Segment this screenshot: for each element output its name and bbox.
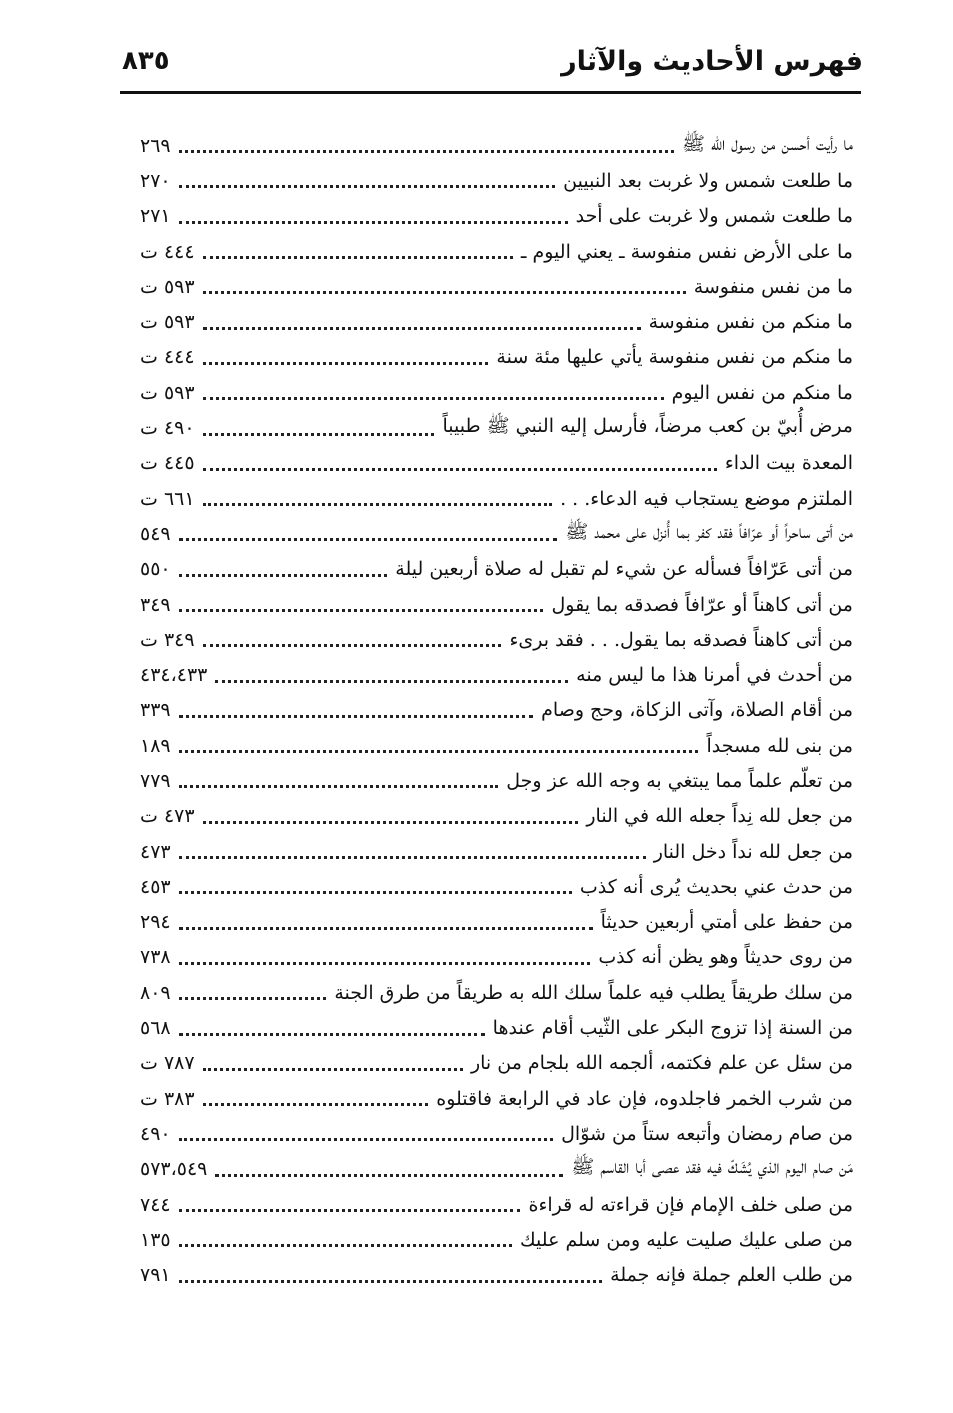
index-entry (140, 622, 853, 657)
dot-leader (179, 1134, 554, 1141)
index-entry (140, 869, 853, 904)
dot-leader (179, 534, 558, 541)
dot-leader (215, 676, 568, 683)
entry-page-ref: ٥٦٨ (140, 1017, 171, 1040)
dot-leader (179, 781, 499, 788)
entry-page-ref: ٣٣٩ (140, 699, 171, 722)
index-entry (140, 552, 853, 587)
entry-page-ref: ٤٥٣ (140, 875, 171, 898)
entry-page-ref: ٢٦٩ (140, 134, 171, 157)
entry-text: مرض أُبيّ بن كعب مرضاً، فأرسل إليه النبي ﷺ طبيباً (442, 415, 853, 438)
index-entry (140, 763, 853, 798)
entry-page-ref: ٣٤٩ (140, 593, 171, 616)
entry-text: من أتى كاهناً أو عرّافاً فصدقه بما يقول (551, 593, 853, 616)
dot-leader (215, 1170, 563, 1177)
entry-text: من صلى عليك صليت عليه ومن سلم عليك (520, 1228, 853, 1251)
index-entry (140, 975, 853, 1010)
dot-leader (203, 252, 513, 259)
entry-page-ref: ٥٧٣،٥٤٩ (140, 1158, 208, 1181)
entry-text: ما منكم من نفس اليوم (671, 381, 853, 404)
index-entry (140, 269, 853, 304)
dot-leader (179, 605, 544, 612)
index-entry (140, 834, 853, 869)
entry-text: من السنة إذا تزوج البكر على الثّيب أقام عندها (492, 1017, 853, 1040)
entry-page-ref: ٥٩٣ ت (140, 381, 195, 404)
dot-leader (179, 146, 674, 153)
index-entry (140, 163, 853, 198)
page-header (118, 38, 863, 88)
index-entries (140, 128, 853, 1293)
entry-text: من أتى عَرّافاً فسأله عن شيء لم تقبل له صلاة أربعين ليلة (395, 558, 853, 581)
entry-page-ref: ١٨٩ (140, 734, 171, 757)
entry-text: ما طلعت شمس ولا غربت بعد النبيين (563, 169, 853, 192)
dot-leader (203, 287, 686, 294)
index-entry (140, 128, 853, 163)
entry-page-ref: ٧٨٧ ت (140, 1052, 195, 1075)
index-entry (140, 799, 853, 834)
index-entry (140, 199, 853, 234)
entry-text: ما رأيت أحسن من رسول الله ﷺ (681, 132, 853, 155)
dot-leader (203, 499, 553, 506)
dot-leader (179, 217, 568, 224)
dot-leader (179, 852, 646, 859)
entry-text: ما على الأرض نفس منفوسة ـ يعني اليوم ـ (520, 240, 853, 263)
dot-leader (179, 923, 593, 930)
entry-page-ref: ٤٩٠ ت (140, 417, 195, 440)
dot-leader (179, 887, 572, 894)
entry-page-ref: ٤٤٤ ت (140, 240, 195, 263)
index-entry (140, 693, 853, 728)
entry-page-ref: ٨٠٩ (140, 981, 171, 1004)
entry-text: من طلب العلم جملة فإنه جملة (610, 1264, 853, 1287)
entry-page-ref: ١٣٥ (140, 1228, 171, 1251)
entry-page-ref: ٢٧١ (140, 205, 171, 228)
entry-text: من جعل لله نِداً جعله الله في النار (586, 805, 853, 828)
entry-text: من حفظ على أمتي أربعين حديثاً (600, 911, 853, 934)
entry-page-ref: ٤٧٣ ت (140, 805, 195, 828)
entry-text: من روى حديثاً وهو يظن أنه كذب (598, 946, 853, 969)
entry-text: من صام رمضان وأتبعه ستاً من شوّال (561, 1122, 853, 1145)
dot-leader (203, 1099, 429, 1106)
index-entry (140, 446, 853, 481)
index-entry (140, 340, 853, 375)
dot-leader (203, 358, 489, 365)
entry-text: من حدث عني بحديث يُرى أنه كذب (579, 875, 853, 898)
entry-text: من تعلّم علماً مما يبتغي به وجه الله عز وجل (506, 769, 853, 792)
dot-leader (203, 464, 717, 471)
entry-page-ref: ٤٤٥ ت (140, 452, 195, 475)
entry-page-ref: ٥٩٣ ت (140, 275, 195, 298)
index-entry (140, 728, 853, 763)
dot-leader (203, 1064, 463, 1071)
entry-text: من أحدث في أمرنا هذا ما ليس منه (576, 664, 853, 687)
entry-text: الملتزم موضع يستجاب فيه الدعاء. . . (560, 487, 853, 510)
index-entry (140, 1046, 853, 1081)
entry-text: من شرب الخمر فاجلدوه، فإن عاد في الرابعة فاقتلوه (436, 1087, 853, 1110)
entry-page-ref: ٤٤٤ ت (140, 346, 195, 369)
dot-leader (203, 393, 664, 400)
dot-leader (179, 711, 534, 718)
page-number: ٨٣٥ (122, 46, 170, 76)
index-entry (140, 905, 853, 940)
entry-text: من صلى خلف الإمام فإن قراءته له قراءة (528, 1193, 853, 1216)
entry-page-ref: ٧٤٤ (140, 1193, 171, 1216)
index-entry (140, 940, 853, 975)
index-entry (140, 657, 853, 692)
index-entry (140, 587, 853, 622)
index-entry (140, 1081, 853, 1116)
dot-leader (179, 570, 388, 577)
entry-text: من جعل لله نداً دخل النار (653, 840, 853, 863)
dot-leader (203, 640, 502, 647)
entry-page-ref: ٤٧٣ (140, 840, 171, 863)
entry-page-ref: ٣٨٣ ت (140, 1087, 195, 1110)
dot-leader (179, 746, 699, 753)
entry-page-ref: ٧٧٩ (140, 769, 171, 792)
entry-text: من أتى ساحراً أو عرّافاً فقد كفر بما أُنزل على محمد ﷺ (565, 520, 853, 543)
entry-page-ref: ٢٧٠ (140, 169, 171, 192)
entry-page-ref: ٥٥٠ (140, 558, 171, 581)
index-entry (140, 375, 853, 410)
entry-text: ما من نفس منفوسة (693, 275, 853, 298)
entry-text: من سئل عن علم فكتمه، ألجمه الله بلجام من نار (470, 1052, 853, 1075)
entry-page-ref: ٤٣٤،٤٣٣ (140, 664, 208, 687)
dot-leader (203, 429, 435, 436)
dot-leader (179, 1276, 603, 1283)
entry-page-ref: ٧٩١ (140, 1264, 171, 1287)
entry-page-ref: ٣٤٩ ت (140, 628, 195, 651)
index-entry (140, 1152, 853, 1187)
dot-leader (179, 181, 556, 188)
entry-text: ما منكم من نفس منفوسة يأتي عليها مئة سنة (496, 346, 853, 369)
entry-page-ref: ٧٣٨ (140, 946, 171, 969)
dot-leader (179, 958, 591, 965)
header-rule (120, 91, 861, 94)
entry-text: ما منكم من نفس منفوسة (648, 311, 853, 334)
dot-leader (179, 1205, 521, 1212)
entry-text: من أقام الصلاة، وآتى الزكاة، وحج وصام (541, 699, 853, 722)
dot-leader (203, 323, 641, 330)
index-entry (140, 1258, 853, 1293)
dot-leader (179, 1240, 512, 1247)
entry-page-ref: ٥٤٩ (140, 522, 171, 545)
index-entry (140, 234, 853, 269)
index-entry (140, 1187, 853, 1222)
entry-text: من أتى كاهناً فصدقه بما يقول. . . فقد برىء (509, 628, 853, 651)
entry-text: مَن صام اليوم الذي يُشَكّ فيه فقد عصى أبا القاسم ﷺ (571, 1156, 853, 1179)
index-entry (140, 1116, 853, 1151)
index-entry (140, 516, 853, 551)
index-entry (140, 304, 853, 339)
entry-page-ref: ٤٩٠ (140, 1122, 171, 1145)
dot-leader (179, 1029, 485, 1036)
dot-leader (203, 817, 579, 824)
index-entry (140, 481, 853, 516)
index-entry (140, 1010, 853, 1045)
index-entry (140, 410, 853, 445)
entry-text: ما طلعت شمس ولا غربت على أحد (575, 205, 853, 228)
entry-page-ref: ٥٩٣ ت (140, 311, 195, 334)
entry-text: من بنى لله مسجداً (706, 734, 853, 757)
entry-page-ref: ٢٩٤ (140, 911, 171, 934)
dot-leader (179, 993, 327, 1000)
entry-text: من سلك طريقاً يطلب فيه علماً سلك الله به طريقاً من طرق الجنة (334, 981, 853, 1004)
entry-page-ref: ٦٦١ ت (140, 487, 195, 510)
running-title: فهرس الأحاديث والآثار (561, 46, 863, 77)
index-entry (140, 1222, 853, 1257)
entry-text: المعدة بيت الداء (724, 452, 853, 475)
